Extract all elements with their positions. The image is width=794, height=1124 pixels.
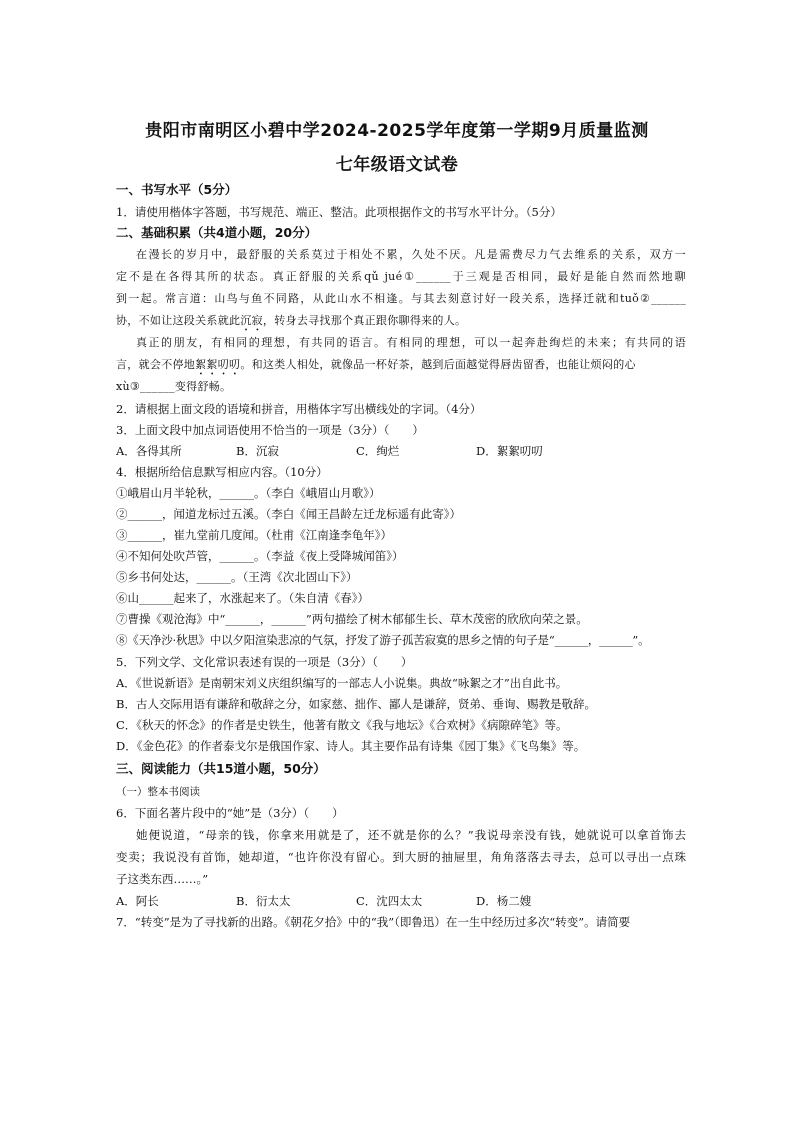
question-3-option-c: C．绚烂 (356, 444, 400, 458)
question-5-option-a: A．《世说新语》是南朝宋刘义庆组织编写的一部志人小说集。典故“咏絮之才”出自此书。 (116, 676, 568, 690)
question-3-option-d: D．絮絮叨叨 (476, 444, 543, 458)
question-4-item-2: ②______，闻道龙标过五溪。（李白《闻王昌龄左迁龙标遥有此寄》） (116, 507, 461, 521)
question-2: 2．请根据上面文段的语境和拼音，用楷体字写出横线处的字词。（4分） (116, 402, 482, 416)
question-3-option-b: B．沉寂 (236, 444, 279, 458)
passage-paragraph-1-line-4 (116, 313, 686, 334)
question-4: 4．根据所给信息默写相应内容。（10分） (116, 465, 328, 479)
dotted-word-chenji: 沉寂 (240, 314, 263, 327)
question-6: 6．下面名著片段中的“她”是（3分）（ ） (116, 806, 344, 820)
passage-paragraph-1-line-1: 在漫长的岁月中，最舒服的关系莫过于相处不累，久处不厌。凡是需费尽力气去维系的关系，双方一 (136, 248, 686, 261)
passage-paragraph-1-line-2: 定不是在各得其所的状态。真正舒服的关系qǔ jué①______于三观是否相同，最好是能自然而然地聊 (116, 270, 686, 283)
excerpt-line-2: 变卖；我说没有首饰，她却道，“也许你没有留心。到大厨的抽屉里，角角落落去寻去，总可以寻出一点珠 (116, 850, 686, 864)
question-3-options (116, 443, 686, 459)
passage-paragraph-2-line-2 (116, 357, 686, 378)
question-6-option-a: A．阿长 (116, 894, 159, 908)
section-1-heading: 一、书写水平（5分） (116, 182, 238, 197)
question-5: 5．下列文学、文化常识表述有误的一项是（3分）（ ） (116, 655, 413, 669)
passage-text: ，转身去寻找那个真正跟你聊得来的人。 (262, 314, 467, 327)
question-4-item-4: ④不知何处吹芦管，______。（李益《夜上受降城闻笛》） (116, 549, 404, 563)
question-4-item-3: ③______，崔九堂前几度闻。（杜甫《江南逢李龟年》） (116, 528, 392, 542)
question-4-item-5: ⑤乡书何处达，______。（王湾《次北固山下》） (116, 570, 358, 584)
question-4-item-7: ⑦曹操《观沧海》中“______，______”两句描绘了树木郁郁生长、草木茂密的欣欣向荣之景。 (116, 612, 588, 626)
subsection-1-heading: （一）整本书阅读 (116, 786, 200, 798)
question-5-option-b: B．古人交际用语有谦辞和敬辞之分，如家慈、拙作、鄙人是谦辞，贤弟、垂询、赐教是敬辞。 (116, 697, 596, 711)
section-3-heading: 三、阅读能力（共15道小题，50分） (116, 761, 326, 776)
question-6-option-b: B．衍太太 (236, 894, 291, 908)
exam-title: 贵阳市南明区小碧中学2024-2025学年度第一学期9月质量监测 (145, 121, 649, 141)
question-4-item-6: ⑥山______起来了，水涨起来了。（朱自清《春》） (116, 591, 369, 605)
excerpt-line-1: 她便说道，“母亲的钱，你拿来用就是了，还不就是你的么？”我说母亲没有钱，她就说可以拿首饰去 (136, 828, 686, 842)
question-6-option-d: D．杨二嫂 (476, 894, 532, 908)
question-1: 1．请使用楷体字答题，书写规范、端正、整洁。此项根据作文的书写水平计分。（5分） (116, 205, 562, 219)
passage-text: 言，就会不停地 (116, 358, 196, 371)
passage-text: 。和这类人相处，就像品一杯好茶，越到后面越觉得唇齿留香，也能让烦闷的心 (240, 358, 636, 371)
dotted-word-xuxudaodao: 絮絮叨叨 (195, 358, 241, 371)
question-5-option-c: C．《秋天的怀念》的作者是史铁生，他著有散文《我与地坛》《合欢树》《病隙碎笔》等。 (116, 718, 568, 732)
question-6-options (116, 893, 686, 909)
question-3: 3．上面文段中加点词语使用不恰当的一项是（3分）（ ） (116, 423, 424, 437)
question-4-item-1: ①峨眉山月半轮秋，______。（李白《峨眉山月歌》） (116, 486, 381, 500)
excerpt-line-3: 子这类东西……。” (116, 872, 209, 886)
passage-paragraph-1-line-3: 到一起。常言道：山鸟与鱼不同路，从此山水不相逢。与其去刻意讨好一段关系，选择迁就和tuǒ②______ (116, 292, 686, 305)
passage-paragraph-2-line-1: 真正的朋友，有相同的理想，有共同的语言。有相同的理想，可以一起奔赴绚烂的未来；有共同的语 (136, 336, 686, 349)
section-2-heading: 二、基础积累（共4道小题，20分） (116, 225, 318, 240)
question-3-option-a: A．各得其所 (116, 444, 182, 458)
passage-paragraph-2-line-3: xù③______变得舒畅。 (116, 380, 232, 393)
question-7: 7．“转变”是为了寻找新的出路。《朝花夕拾》中的“我”（即鲁迅）在一生中经历过多次“转变”。请简要 (116, 915, 631, 929)
passage-text: 协，不如让这段关系就此 (116, 314, 241, 327)
question-4-item-8: ⑧《天净沙·秋思》中以夕阳渲染悲凉的气氛，抒发了游子孤苦寂寞的思乡之情的句子是“______，______”。 (116, 633, 650, 647)
exam-subtitle: 七年级语文试卷 (335, 155, 459, 175)
question-6-option-c: C．沈四太太 (356, 894, 423, 908)
question-5-option-d: D．《金色花》的作者泰戈尔是俄国作家、诗人。其主要作品有诗集《园丁集》《飞鸟集》等。 (116, 739, 586, 753)
